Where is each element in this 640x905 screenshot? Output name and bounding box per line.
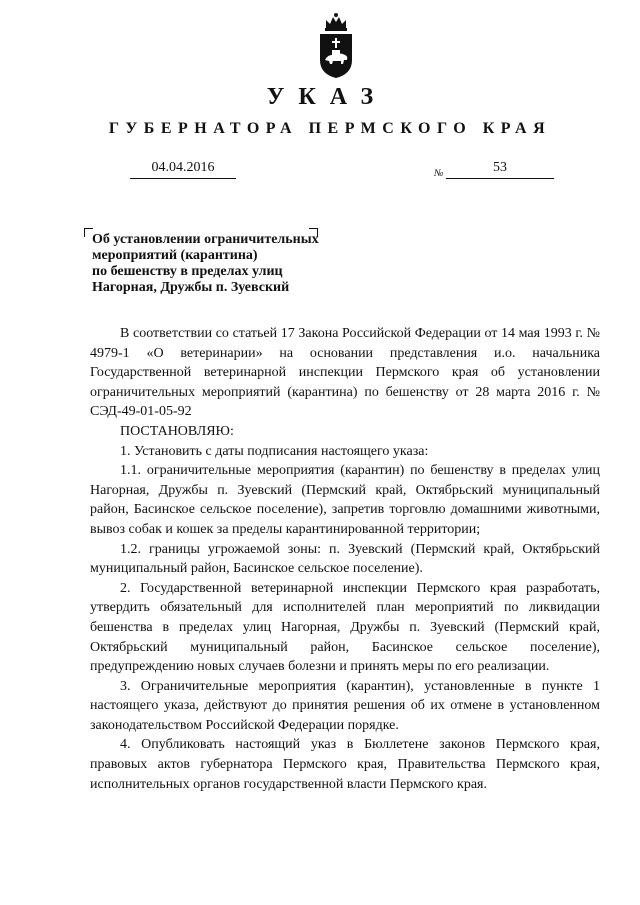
document-subject [92, 232, 352, 296]
body-paragraph: 3. Ограничительные мероприятия (карантин), установленные в пункте 1 настоящего указа, действуют до принятия решения об их отмене в установленном законодательством Российской Федерации порядке. [90, 678, 600, 733]
body-paragraph: 1.2. границы угрожаемой зоны: п. Зуевский (Пермский край, Октябрьский муниципальный район, Басинское сельское поселение). [90, 541, 600, 577]
document-number: 53 [446, 160, 554, 179]
document-title: УКАЗ [266, 84, 388, 110]
subject-line: по бешенству в пределах улиц [92, 264, 283, 279]
subject-line: Нагорная, Дружбы п. Зуевский [92, 280, 290, 295]
document-subtitle: ГУБЕРНАТОРА ПЕРМСКОГО КРАЯ [108, 120, 552, 137]
document-date: 04.04.2016 [130, 160, 236, 179]
body-paragraph: 2. Государственной ветеринарной инспекции Пермского края разработать, утвердить обязательный для исполнителей план мероприятий по ликвидации бешенства в пределах улиц Нагорная, Дружбы п. Зуевский (Пермский край, Октябрьский муниципальный район, Басинское сельское поселение), предупреждению новых случаев болезни и принять меры по его реализации. [90, 580, 600, 675]
document-body [90, 324, 600, 794]
body-paragraph: В соответствии со статьей 17 Закона Российской Федерации от 14 мая 1993 г. № 4979-1 «О ветеринарии» на основании представления и.о. начальника Государственной ветеринарной инспекции Пермского края об установлении ограничительных мероприятий (карантина) по бешенству от 28 марта 2016 г. № СЭД-49-01-05-92 [90, 326, 600, 420]
body-paragraph: 1.1. ограничительные мероприятия (карантин) по бешенству в пределах улиц Нагорная, Дружбы п. Зуевский (Пермский край, Октябрьский муниципальный район, Басинское сельское поселение), запретив торговлю домашними животными, вывоз собак и кошек за пределы карантинированной территории; [90, 463, 600, 537]
subject-line: Об установлении ограничительных [92, 232, 319, 247]
body-paragraph: 4. Опубликовать настоящий указ в Бюллетене законов Пермского края, правовых актов губернатора Пермского края, Правительства Пермского края, исполнительных органов государственной власти Пермского края. [90, 737, 600, 792]
subject-line: мероприятий (карантина) [92, 248, 258, 263]
coat-of-arms-icon [316, 12, 356, 80]
body-paragraph: ПОСТАНОВЛЯЮ: [120, 423, 234, 439]
body-paragraph: 1. Установить с даты подписания настоящего указа: [120, 443, 429, 459]
number-sign: № [434, 168, 444, 179]
